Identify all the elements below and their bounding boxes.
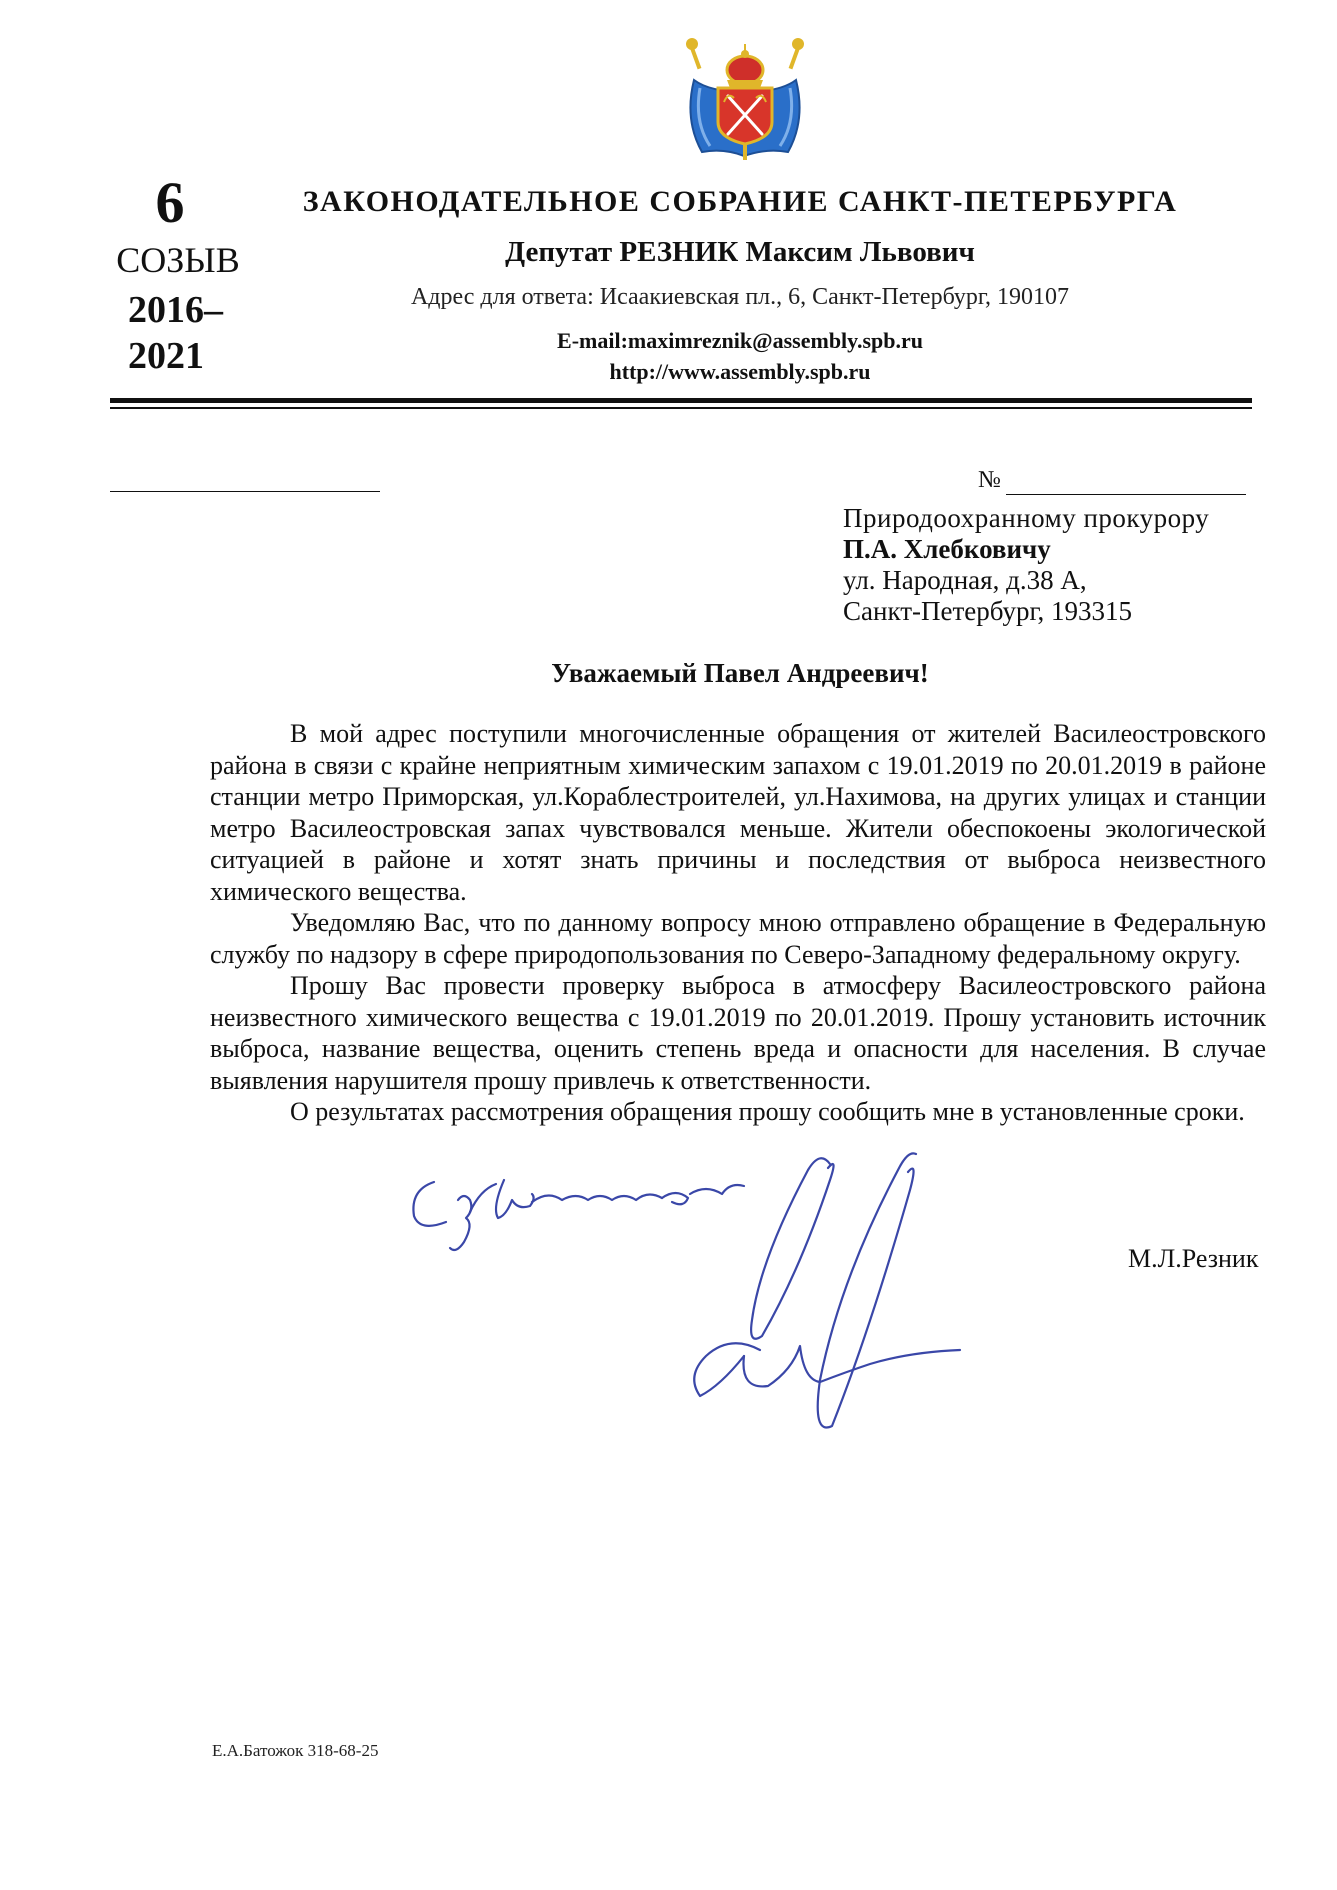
body-paragraph-1: В мой адрес поступили многочисленные обращения от жителей Василеостровского района в связи с крайне неприятным химическим запахом с 19.01.2019 по 20.01.2019 в районе станции метро Приморская, ул.Кораблестроителей, ул.Нахимова, на других улицах и станции метро Василеостровская запах чувствовался меньше. Жители обеспокоены экологической ситуацией в районе и хотят знать причины и последствия от выброса неизвестного химического вещества. <box>210 719 1266 906</box>
organization-title: ЗАКОНОДАТЕЛЬНОЕ СОБРАНИЕ САНКТ-ПЕТЕРБУРГА <box>302 185 1178 218</box>
signatory-name: М.Л.Резник <box>1128 1244 1259 1273</box>
reply-address: Адрес для ответа: Исаакиевская пл., 6, Санкт-Петербург, 190107 <box>410 284 1070 310</box>
header-divider-thin <box>110 407 1252 409</box>
executor-note: Е.А.Батожок 318-68-25 <box>212 1741 379 1760</box>
registration-number-line <box>1006 494 1246 495</box>
convocation-label: СОЗЫВ <box>116 240 240 280</box>
convocation-years-end: 2021 <box>128 335 204 377</box>
letter-body <box>210 718 1266 1128</box>
handwritten-signature-area <box>400 1150 1120 1470</box>
recipient-city: Санкт-Петербург, 193315 <box>843 596 1132 626</box>
salutation: Уважаемый Павел Андреевич! <box>551 658 929 688</box>
convocation-number: 6 <box>155 170 185 235</box>
body-paragraph-3: Прошу Вас провести проверку выброса в атмосферу Василеостровского района неизвестного химического вещества с 19.01.2019 по 20.01.2019. Прошу установить источник выброса, название вещества, оценить степень вреда и опасности для населения. В случае выявления нарушителя прошу привлечь к ответственности. <box>210 971 1266 1095</box>
coat-of-arms-emblem <box>680 30 810 162</box>
convocation-years-start: 2016– <box>128 289 223 331</box>
handwritten-closing <box>413 1180 744 1250</box>
website-address: http://www.assembly.spb.ru <box>609 359 871 384</box>
deputy-name: Депутат РЕЗНИК Максим Львович <box>505 236 975 268</box>
outgoing-date-line <box>110 491 380 492</box>
recipient-name: П.А. Хлебковичу <box>843 534 1051 564</box>
body-paragraph-2: Уведомляю Вас, что по данному вопросу мною отправлено обращение в Федеральную службу по надзору в сфере природопользования по Северо-Западному федеральному округу. <box>210 908 1266 969</box>
recipient-street: ул. Народная, д.38 А, <box>843 565 1087 595</box>
header-divider-thick <box>110 398 1252 403</box>
signature-scribble <box>694 1153 960 1427</box>
email-address: E-mail:maximreznik@assembly.spb.ru <box>557 328 923 353</box>
registration-number-label: № <box>978 467 1001 493</box>
recipient-position: Природоохранному прокурору <box>843 503 1210 533</box>
body-paragraph-4: О результатах рассмотрения обращения прошу сообщить мне в установленные сроки. <box>290 1097 1245 1126</box>
